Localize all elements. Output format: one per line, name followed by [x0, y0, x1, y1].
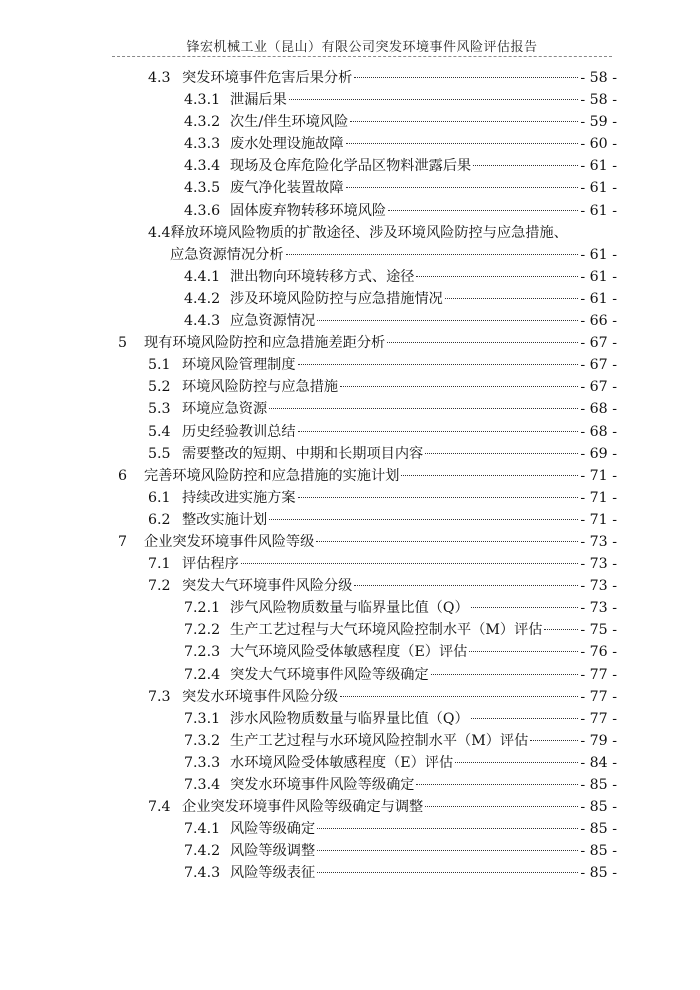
toc-entry[interactable] — [184, 862, 617, 884]
toc-entry[interactable] — [184, 641, 617, 663]
toc-entry-title: 突发环境事件危害后果分析 — [182, 70, 353, 86]
toc-entry-title: 水环境风险受体敏感程度（E）评估 — [230, 754, 454, 771]
toc-page-number: - 77 - — [580, 688, 617, 705]
dot-leader — [387, 342, 578, 343]
toc-entry-number: 7.2 — [148, 578, 171, 595]
toc-entry-number: 4.3.2 — [184, 114, 221, 131]
toc-line — [0, 575, 700, 597]
toc-line — [0, 443, 700, 465]
toc-page-number: - 59 - — [580, 114, 617, 131]
toc-page-number: - 77 - — [580, 666, 617, 683]
toc-entry[interactable] — [184, 730, 617, 752]
toc-entry-number: 7.4 — [148, 799, 171, 816]
dot-leader — [354, 77, 578, 78]
toc-page-number: - 71 - — [580, 489, 617, 506]
toc-entry-title: 风险等级调整 — [230, 843, 316, 860]
toc-entry-number: 7.2.3 — [184, 644, 221, 661]
toc-page-number: - 61 - — [580, 246, 617, 263]
toc-entry[interactable] — [184, 619, 617, 641]
dot-leader — [340, 696, 578, 697]
dot-leader — [316, 541, 578, 542]
toc-entry[interactable] — [148, 553, 617, 575]
dot-leader — [425, 453, 578, 454]
toc-entry[interactable] — [148, 796, 617, 818]
dot-leader — [473, 165, 578, 166]
toc-page-number: - 84 - — [580, 754, 617, 771]
toc-entry[interactable] — [184, 133, 617, 155]
toc-entry[interactable] — [184, 111, 617, 133]
toc-entry-number: 7.4.2 — [184, 843, 221, 860]
toc-entry-title: 涉气风险物质数量与临界量比值（Q） — [230, 600, 469, 617]
dot-leader — [530, 740, 578, 741]
toc-entry-title: 突发大气环境事件风险分级 — [182, 578, 353, 595]
dot-leader — [317, 872, 578, 873]
dot-leader — [298, 364, 579, 365]
toc-entry[interactable] — [184, 752, 617, 774]
toc-entry-number: 7.4.1 — [184, 821, 221, 838]
toc-page-number: - 58 - — [580, 92, 617, 109]
toc-entry-number: 4.4.2 — [184, 290, 221, 307]
toc-line — [0, 354, 700, 376]
toc-line — [0, 531, 700, 553]
toc-page-number: - 67 - — [580, 379, 617, 396]
toc-entry[interactable] — [148, 686, 617, 708]
toc-entry[interactable] — [148, 222, 568, 244]
toc-line — [0, 686, 700, 708]
toc-line — [0, 840, 700, 862]
dot-leader — [298, 497, 579, 498]
toc-entry-title: 环境风险管理制度 — [182, 357, 296, 374]
toc-entry[interactable] — [184, 177, 617, 199]
toc-entry[interactable] — [118, 531, 617, 553]
toc-entry-number: 6.2 — [148, 511, 171, 528]
dot-leader — [354, 585, 578, 586]
toc-entry-title: 生产工艺过程与水环境风险控制水平（M）评估 — [230, 732, 529, 749]
dot-leader — [317, 850, 578, 851]
toc-entry[interactable] — [184, 840, 617, 862]
toc-page-number: - 77 - — [580, 710, 617, 727]
toc-entry-title: 生产工艺过程与大气环境风险控制水平（M）评估 — [230, 622, 543, 639]
toc-page-number: - 60 - — [580, 136, 617, 153]
table-of-contents — [0, 67, 700, 884]
toc-line — [0, 398, 700, 420]
toc-entry-title: 风险等级表征 — [230, 865, 316, 882]
toc-entry-title: 固体废弃物转移环境风险 — [230, 202, 387, 219]
dot-leader — [241, 563, 579, 564]
toc-entry-number: 7.2.4 — [184, 666, 221, 683]
dot-leader — [269, 519, 578, 520]
toc-entry-number: 5.3 — [148, 401, 171, 418]
toc-line — [0, 664, 700, 686]
toc-line — [0, 619, 700, 641]
toc-line — [0, 796, 700, 818]
toc-page-number: - 68 - — [580, 423, 617, 440]
toc-entry[interactable] — [184, 288, 617, 310]
dot-leader — [317, 828, 578, 829]
toc-line — [0, 465, 700, 487]
toc-page-number: - 79 - — [580, 732, 617, 749]
toc-entry-number: 7.4.3 — [184, 865, 221, 882]
toc-entry-number: 4.3.5 — [184, 180, 221, 197]
dot-leader — [544, 629, 578, 630]
toc-entry[interactable] — [184, 774, 617, 796]
dot-leader — [346, 143, 579, 144]
toc-entry[interactable] — [184, 708, 617, 730]
toc-entry[interactable] — [148, 443, 617, 465]
toc-entry-title: 释放环境风险物质的扩散途径、涉及环境风险防控与应急措施、 — [170, 224, 568, 241]
toc-entry[interactable] — [184, 664, 617, 686]
toc-entry-title: 评估程序 — [182, 556, 239, 573]
toc-page-number: - 71 - — [580, 511, 617, 528]
toc-line — [0, 266, 700, 288]
dot-leader — [317, 320, 578, 321]
toc-entry-number: 4.3.1 — [184, 92, 221, 109]
toc-entry-number: 4.4.1 — [184, 268, 221, 285]
toc-line — [0, 288, 700, 310]
toc-entry[interactable] — [184, 200, 617, 222]
toc-page-number: - 69 - — [580, 445, 617, 462]
toc-page-number: - 73 - — [580, 533, 617, 550]
dot-leader — [425, 806, 578, 807]
toc-page-number: - 68 - — [580, 401, 617, 418]
toc-entry[interactable] — [148, 575, 617, 597]
toc-entry-title: 环境风险防控与应急措施 — [182, 379, 339, 396]
dot-leader — [340, 386, 578, 387]
toc-page-number: - 85 - — [580, 843, 617, 860]
toc-line — [0, 111, 700, 133]
toc-line — [0, 376, 700, 398]
toc-entry-number: 4.4 — [148, 224, 171, 241]
toc-page-number: - 73 - — [580, 578, 617, 595]
toc-entry-number: 5.2 — [148, 379, 171, 396]
toc-line — [0, 774, 700, 796]
toc-line — [0, 421, 700, 443]
toc-line — [0, 752, 700, 774]
toc-entry-number: 7.3.3 — [184, 754, 221, 771]
toc-entry-title: 现场及仓库危险化学品区物料泄露后果 — [230, 158, 472, 175]
dot-leader — [350, 121, 578, 122]
toc-entry-number: 5 — [118, 335, 128, 352]
toc-page-number: - 61 - — [580, 268, 617, 285]
toc-entry-number: 7.3.2 — [184, 732, 221, 749]
toc-entry-number: 5.5 — [148, 445, 171, 462]
dot-leader — [298, 431, 579, 432]
dot-leader — [388, 210, 578, 211]
toc-entry[interactable] — [148, 354, 617, 376]
toc-entry-number: 4.3.4 — [184, 158, 221, 175]
toc-entry-title: 持续改进实施方案 — [182, 489, 296, 506]
toc-entry-title: 次生/伴生环境风险 — [230, 114, 349, 131]
toc-entry-title: 突发大气环境事件风险等级确定 — [230, 666, 429, 683]
toc-entry-title: 泄出物向环境转移方式、途径 — [230, 268, 415, 285]
toc-entry[interactable] — [184, 818, 617, 840]
toc-page-number: - 85 - — [580, 777, 617, 793]
dot-leader — [431, 674, 579, 675]
toc-entry[interactable] — [184, 266, 617, 288]
dot-leader — [269, 408, 578, 409]
toc-entry[interactable] — [148, 398, 617, 420]
toc-entry-number: 7.2.1 — [184, 600, 221, 617]
toc-line — [0, 553, 700, 575]
toc-entry-number: 5.1 — [148, 357, 171, 374]
toc-entry-title: 企业突发环境事件风险等级 — [144, 533, 315, 550]
toc-entry-title: 废水处理设施故障 — [230, 136, 344, 153]
toc-entry[interactable] — [148, 67, 617, 89]
toc-page-number: - 85 - — [580, 865, 617, 882]
toc-line — [0, 310, 700, 332]
toc-entry-title: 涉水风险物质数量与临界量比值（Q） — [230, 710, 469, 727]
running-header: 锋宏机械工业（昆山）有限公司突发环境事件风险评估报告 — [186, 40, 538, 55]
toc-entry[interactable] — [184, 155, 617, 177]
dot-leader — [289, 99, 579, 100]
dot-leader — [346, 187, 579, 188]
toc-entry[interactable] — [148, 421, 617, 443]
toc-entry-number: 5.4 — [148, 423, 171, 440]
toc-entry-number: 7.1 — [148, 556, 171, 573]
toc-page-number: - 76 - — [580, 644, 617, 661]
toc-line — [0, 487, 700, 509]
toc-page-number: - 67 - — [580, 335, 617, 352]
toc-entry-title: 突发水环境事件风险分级 — [182, 688, 339, 705]
toc-entry-number: 4.3.3 — [184, 136, 221, 153]
dot-leader — [445, 298, 579, 299]
toc-line — [0, 862, 700, 884]
toc-entry-title: 应急资源情况 — [230, 313, 316, 330]
toc-entry[interactable] — [148, 487, 617, 509]
toc-entry-title: 企业突发环境事件风险等级确定与调整 — [182, 799, 424, 816]
toc-entry-title: 完善环境风险防控和应急措施的实施计划 — [144, 467, 400, 484]
toc-page-number: - 61 - — [580, 290, 617, 307]
toc-line — [0, 200, 700, 222]
toc-line — [0, 730, 700, 752]
toc-entry-number: 6 — [118, 467, 128, 484]
toc-page-number: - 61 - — [580, 202, 617, 219]
toc-line — [0, 509, 700, 531]
toc-page-number: - 67 - — [580, 357, 617, 374]
toc-line — [0, 244, 700, 266]
toc-entry-number: 4.3.6 — [184, 202, 221, 219]
toc-entry-number: 7.3.4 — [184, 777, 221, 793]
dot-leader — [416, 276, 578, 277]
dot-leader — [401, 475, 578, 476]
toc-entry-title: 整改实施计划 — [182, 511, 268, 528]
toc-page-number: - 58 - — [580, 70, 617, 86]
toc-page-number: - 73 - — [580, 600, 617, 617]
toc-line — [0, 177, 700, 199]
toc-entry-title: 大气环境风险受体敏感程度（E）评估 — [230, 644, 468, 661]
dot-leader — [469, 651, 578, 652]
dot-leader — [455, 762, 578, 763]
toc-entry-title: 需要整改的短期、中期和长期项目内容 — [182, 445, 424, 462]
header-divider — [112, 56, 612, 57]
dot-leader — [416, 784, 578, 785]
toc-line — [0, 641, 700, 663]
toc-entry-number: 7 — [118, 533, 128, 550]
toc-entry[interactable] — [148, 376, 617, 398]
toc-entry-title: 泄漏后果 — [230, 92, 287, 109]
toc-line — [0, 332, 700, 354]
toc-line — [0, 133, 700, 155]
toc-entry-number: 4.3 — [148, 70, 171, 86]
toc-entry-title-continued: 应急资源情况分析 — [170, 246, 284, 263]
toc-entry[interactable] — [184, 310, 617, 332]
toc-page-number: - 75 - — [580, 622, 617, 639]
toc-page-number: - 61 - — [580, 158, 617, 175]
toc-entry-number: 7.3 — [148, 688, 171, 705]
toc-entry-number: 7.3.1 — [184, 710, 221, 727]
toc-entry-title: 环境应急资源 — [182, 401, 268, 418]
toc-page-number: - 61 - — [580, 180, 617, 197]
toc-entry-number: 7.2.2 — [184, 622, 221, 639]
toc-entry[interactable] — [118, 332, 617, 354]
toc-line — [0, 597, 700, 619]
toc-entry[interactable] — [118, 465, 617, 487]
toc-line — [0, 222, 700, 244]
toc-line — [0, 155, 700, 177]
toc-page-number: - 66 - — [580, 313, 617, 330]
toc-entry-title: 历史经验教训总结 — [182, 423, 296, 440]
toc-entry-number: 6.1 — [148, 489, 171, 506]
dot-leader — [471, 718, 579, 719]
toc-entry[interactable] — [170, 244, 617, 266]
toc-line — [0, 89, 700, 111]
toc-entry[interactable] — [184, 89, 617, 111]
toc-line — [0, 708, 700, 730]
toc-entry-title: 风险等级确定 — [230, 821, 316, 838]
toc-entry[interactable] — [148, 509, 617, 531]
toc-line — [0, 818, 700, 840]
toc-entry-title: 废气净化装置故障 — [230, 180, 344, 197]
toc-page-number: - 71 - — [580, 467, 617, 484]
toc-entry-number: 4.4.3 — [184, 313, 221, 330]
toc-page-number: - 73 - — [580, 556, 617, 573]
toc-entry-title: 现有环境风险防控和应急措施差距分析 — [144, 335, 386, 352]
toc-entry[interactable] — [184, 597, 617, 619]
dot-leader — [471, 607, 579, 608]
toc-page-number: - 85 - — [580, 821, 617, 838]
toc-entry-title: 涉及环境风险防控与应急措施情况 — [230, 290, 443, 307]
toc-line — [0, 67, 700, 89]
toc-entry-title: 突发水环境事件风险等级确定 — [230, 777, 415, 793]
toc-page-number: - 85 - — [580, 799, 617, 816]
dot-leader — [286, 254, 579, 255]
